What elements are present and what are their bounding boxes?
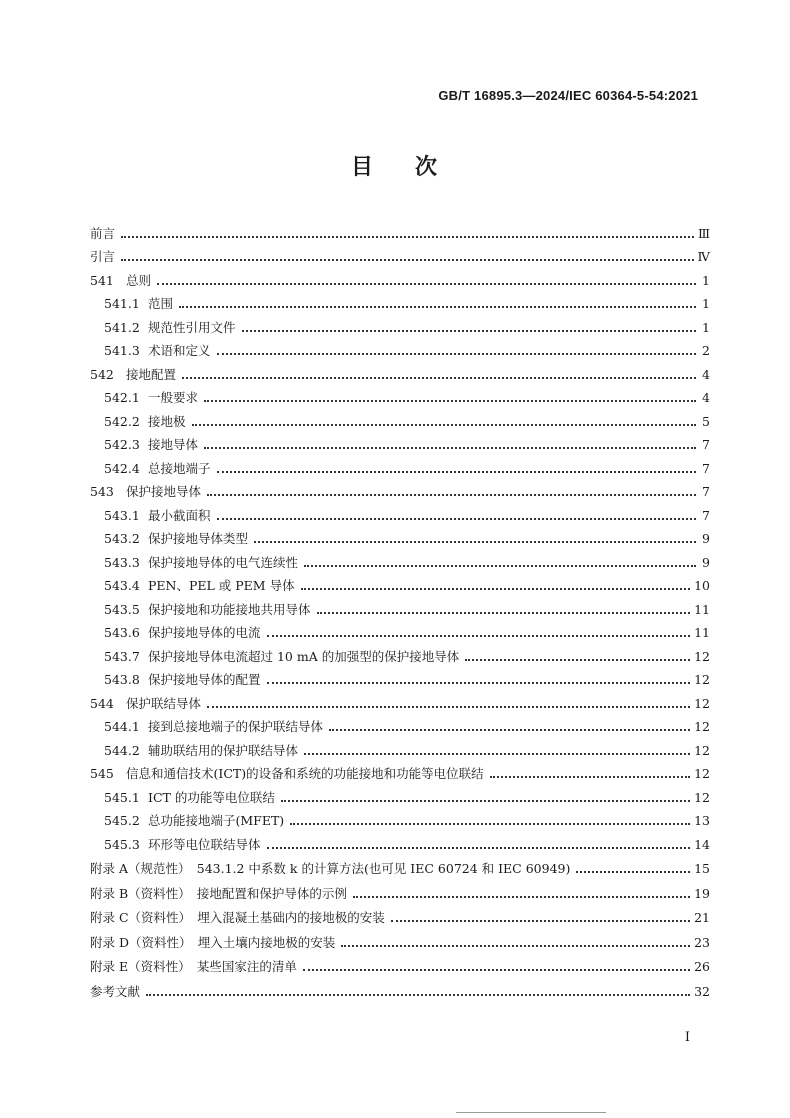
toc-entry[interactable] xyxy=(90,806,710,830)
toc-entry[interactable] xyxy=(90,853,710,878)
toc-leader-dots xyxy=(242,330,696,332)
toc-entry-title: ICT 的功能等电位联结 xyxy=(148,789,275,805)
toc-entry-number: 541.2 xyxy=(104,319,140,335)
toc-entry[interactable] xyxy=(90,218,710,242)
toc-leader-dots xyxy=(303,969,690,971)
toc-entry[interactable] xyxy=(90,477,710,501)
toc-entry-number: 542.4 xyxy=(104,460,140,476)
toc-entry[interactable] xyxy=(90,265,710,289)
toc-leader-dots xyxy=(121,259,693,261)
toc-entry-page: 26 xyxy=(694,959,710,974)
toc-entry-page: 19 xyxy=(694,885,710,901)
toc-entry-title: 保护接地导体的电流 xyxy=(148,625,261,640)
toc-entry-page: 12 xyxy=(694,789,710,805)
toc-entry-title: 附录 D（资料性） 埋入土壤内接地极的安装 xyxy=(90,934,336,950)
toc-leader-dots xyxy=(301,588,691,590)
toc-entry-page: 11 xyxy=(694,625,710,640)
toc-entry[interactable] xyxy=(90,782,710,806)
toc-entry-title: 接地极 xyxy=(148,413,186,429)
toc-entry-title: 参考文献 xyxy=(90,983,141,999)
toc-entry[interactable] xyxy=(90,951,710,976)
toc-entry[interactable] xyxy=(90,383,710,407)
toc-entry-title: 最小截面积 xyxy=(148,507,211,523)
toc-leader-dots xyxy=(179,306,696,308)
toc-leader-dots xyxy=(281,800,690,802)
toc-leader-dots xyxy=(267,635,691,637)
toc-entry-title: 保护联结导体 xyxy=(126,695,202,711)
toc-entry-number: 542.2 xyxy=(104,413,140,429)
standard-number: GB/T 16895.3—2024/IEC 60364-5-54:2021 xyxy=(438,88,698,103)
toc-entry[interactable] xyxy=(90,594,710,618)
toc-entry-number: 543.3 xyxy=(104,554,140,570)
toc-entry[interactable] xyxy=(90,712,710,736)
toc-leader-dots xyxy=(341,945,690,947)
toc-entry[interactable] xyxy=(90,902,710,927)
toc-entry-number: 545.3 xyxy=(104,836,140,852)
toc-entry-title: 范围 xyxy=(148,296,174,311)
toc-entry[interactable] xyxy=(90,735,710,759)
toc-entry-page: 7 xyxy=(702,460,710,476)
toc-entry-page: 2 xyxy=(702,343,710,358)
toc-entry[interactable] xyxy=(90,877,710,902)
toc-entry-number: 545.1 xyxy=(104,789,140,805)
toc-entry[interactable] xyxy=(90,641,710,665)
toc-entry-title: 总接地端子 xyxy=(148,460,211,476)
toc-entry-title: 保护接地导体的电气连续性 xyxy=(148,554,299,570)
toc-entry-page: 4 xyxy=(702,390,710,405)
toc-entry-number: 544.1 xyxy=(104,719,140,734)
toc-entry[interactable] xyxy=(90,524,710,548)
toc-leader-dots xyxy=(304,565,696,567)
toc-entry[interactable] xyxy=(90,975,710,1000)
toc-entry-page: 5 xyxy=(702,413,710,429)
toc-leader-dots xyxy=(192,424,696,426)
toc-leader-dots xyxy=(217,353,696,355)
toc-entry-title: 附录 A（规范性） 543.1.2 中系数 k 的计算方法(也可见 IEC 60724 和 IEC 60949) xyxy=(90,861,571,876)
toc-entry-title: 附录 C（资料性） 埋入混凝土基础内的接地极的安装 xyxy=(90,910,385,925)
toc-entry-title: 接地导体 xyxy=(148,437,199,452)
toc-entry-title: 一般要求 xyxy=(148,390,199,405)
toc-entry-number: 542.1 xyxy=(104,390,140,405)
toc-entry-number: 541 xyxy=(90,272,114,288)
toc-entry-title: 信息和通信技术(ICT)的设备和系统的功能接地和功能等电位联结 xyxy=(126,766,484,781)
toc-entry-number: 543.7 xyxy=(104,648,140,664)
toc-entry-number: 542 xyxy=(90,366,114,382)
toc-entry-page: 7 xyxy=(702,484,710,499)
toc-entry[interactable] xyxy=(90,453,710,477)
toc-entry[interactable] xyxy=(90,547,710,571)
toc-entry-title: 接到总接地端子的保护联结导体 xyxy=(148,719,324,734)
toc-entry-title: 术语和定义 xyxy=(148,343,211,358)
toc-entry-page: 12 xyxy=(694,672,710,687)
toc-entry-number: 541.1 xyxy=(104,296,140,311)
page-folio: I xyxy=(684,1030,690,1045)
toc-entry-title: 附录 B（资料性） 接地配置和保护导体的示例 xyxy=(90,885,347,901)
toc-leader-dots xyxy=(329,729,690,731)
toc-leader-dots xyxy=(290,823,690,825)
toc-entry-number: 544.2 xyxy=(104,742,140,758)
toc-entry-title: 保护接地导体 xyxy=(126,484,202,499)
toc-entry-page: 15 xyxy=(694,861,710,876)
title-char-2: 次 xyxy=(415,155,440,180)
toc-entry-page: 32 xyxy=(694,983,710,999)
toc-entry-number: 545 xyxy=(90,766,114,781)
toc-entry-title: 前言 xyxy=(90,225,116,241)
toc-entry-page: 13 xyxy=(694,813,710,828)
toc-entry-title: 附录 E（资料性） 某些国家注的清单 xyxy=(90,959,297,974)
toc-entry[interactable] xyxy=(90,571,710,595)
toc-entry-page: 1 xyxy=(702,319,710,335)
toc-entry-number: 543.5 xyxy=(104,601,140,617)
toc-entry[interactable] xyxy=(90,289,710,313)
toc-entry-page: 11 xyxy=(694,601,710,617)
toc-entry-page: 12 xyxy=(694,742,710,758)
toc-leader-dots xyxy=(204,447,696,449)
toc-entry-title: 保护接地导体电流超过 10 mA 的加强型的保护接地导体 xyxy=(148,648,460,664)
toc-entry[interactable] xyxy=(90,926,710,951)
toc-leader-dots xyxy=(254,541,696,543)
toc-leader-dots xyxy=(157,283,696,285)
toc-leader-dots xyxy=(267,847,691,849)
toc-entry-number: 543.2 xyxy=(104,531,140,546)
toc-leader-dots xyxy=(182,377,696,379)
toc-leader-dots xyxy=(576,871,690,873)
toc-leader-dots xyxy=(490,776,690,778)
toc-leader-dots xyxy=(217,518,696,520)
toc-leader-dots xyxy=(353,896,690,898)
toc-entry-number: 545.2 xyxy=(104,813,140,828)
toc-entry-page: 12 xyxy=(694,719,710,734)
toc-leader-dots xyxy=(317,612,691,614)
toc-leader-dots xyxy=(267,682,691,684)
toc-entry-page: 10 xyxy=(694,578,710,593)
toc-leader-dots xyxy=(304,753,690,755)
toc-entry-title: 总功能接地端子(MFET) xyxy=(148,813,285,828)
toc-entry[interactable] xyxy=(90,242,710,266)
toc-entry[interactable] xyxy=(90,829,710,853)
toc-entry[interactable] xyxy=(90,665,710,689)
toc-leader-dots xyxy=(465,659,690,661)
toc-entry-page: 1 xyxy=(702,296,710,311)
toc-entry-page: 7 xyxy=(702,437,710,452)
toc-entry[interactable] xyxy=(90,688,710,712)
toc-entry-page: 4 xyxy=(702,366,710,382)
toc-entry[interactable] xyxy=(90,359,710,383)
toc-entry-number: 542.3 xyxy=(104,437,140,452)
toc-entry-page: 9 xyxy=(702,554,710,570)
toc-leader-dots xyxy=(207,706,690,708)
toc-leader-dots xyxy=(391,920,690,922)
toc-leader-dots xyxy=(217,471,696,473)
toc-leader-dots xyxy=(146,994,690,996)
toc-entry-page: 9 xyxy=(702,531,710,546)
toc-entry-title: 规范性引用文件 xyxy=(148,319,236,335)
toc-leader-dots xyxy=(207,494,696,496)
toc-entry[interactable] xyxy=(90,406,710,430)
toc-entry-page: 1 xyxy=(702,272,710,288)
toc-entry-page: Ⅳ xyxy=(697,249,710,264)
toc-entry-title: 保护接地和功能接地共用导体 xyxy=(148,601,311,617)
toc-entry[interactable] xyxy=(90,759,710,783)
toc-leader-dots xyxy=(204,400,696,402)
table-of-contents xyxy=(90,218,710,1000)
title-char-1: 目 xyxy=(350,155,375,180)
toc-entry-number: 541.3 xyxy=(104,343,140,358)
toc-leader-dots xyxy=(121,236,694,238)
toc-entry-title: PEN、PEL 或 PEM 导体 xyxy=(148,578,295,593)
toc-entry-title: 保护接地导体类型 xyxy=(148,531,249,546)
toc-entry[interactable] xyxy=(90,500,710,524)
toc-entry[interactable] xyxy=(90,430,710,454)
toc-entry-number: 543.8 xyxy=(104,672,140,687)
toc-entry-page: 12 xyxy=(694,648,710,664)
toc-entry-title: 总则 xyxy=(126,272,152,288)
toc-entry-number: 543 xyxy=(90,484,114,499)
bottom-rule xyxy=(456,1112,606,1113)
toc-entry-page: Ⅲ xyxy=(697,225,710,241)
toc-entry[interactable] xyxy=(90,618,710,642)
toc-entry-page: 7 xyxy=(702,507,710,523)
toc-entry-number: 543.4 xyxy=(104,578,140,593)
toc-entry-title: 引言 xyxy=(90,249,116,264)
toc-entry-page: 23 xyxy=(694,934,710,950)
toc-entry-title: 保护接地导体的配置 xyxy=(148,672,261,687)
toc-entry-page: 12 xyxy=(694,766,710,781)
toc-entry-number: 544 xyxy=(90,695,114,711)
toc-entry[interactable] xyxy=(90,312,710,336)
toc-entry-title: 辅助联结用的保护联结导体 xyxy=(148,742,299,758)
toc-entry-title: 接地配置 xyxy=(126,366,177,382)
toc-entry[interactable] xyxy=(90,336,710,360)
toc-entry-page: 14 xyxy=(694,836,710,852)
toc-entry-number: 543.1 xyxy=(104,507,140,523)
toc-entry-page: 21 xyxy=(694,910,710,925)
toc-entry-page: 12 xyxy=(694,695,710,711)
toc-entry-number: 543.6 xyxy=(104,625,140,640)
page-title xyxy=(0,150,790,181)
toc-entry-title: 环形等电位联结导体 xyxy=(148,836,261,852)
